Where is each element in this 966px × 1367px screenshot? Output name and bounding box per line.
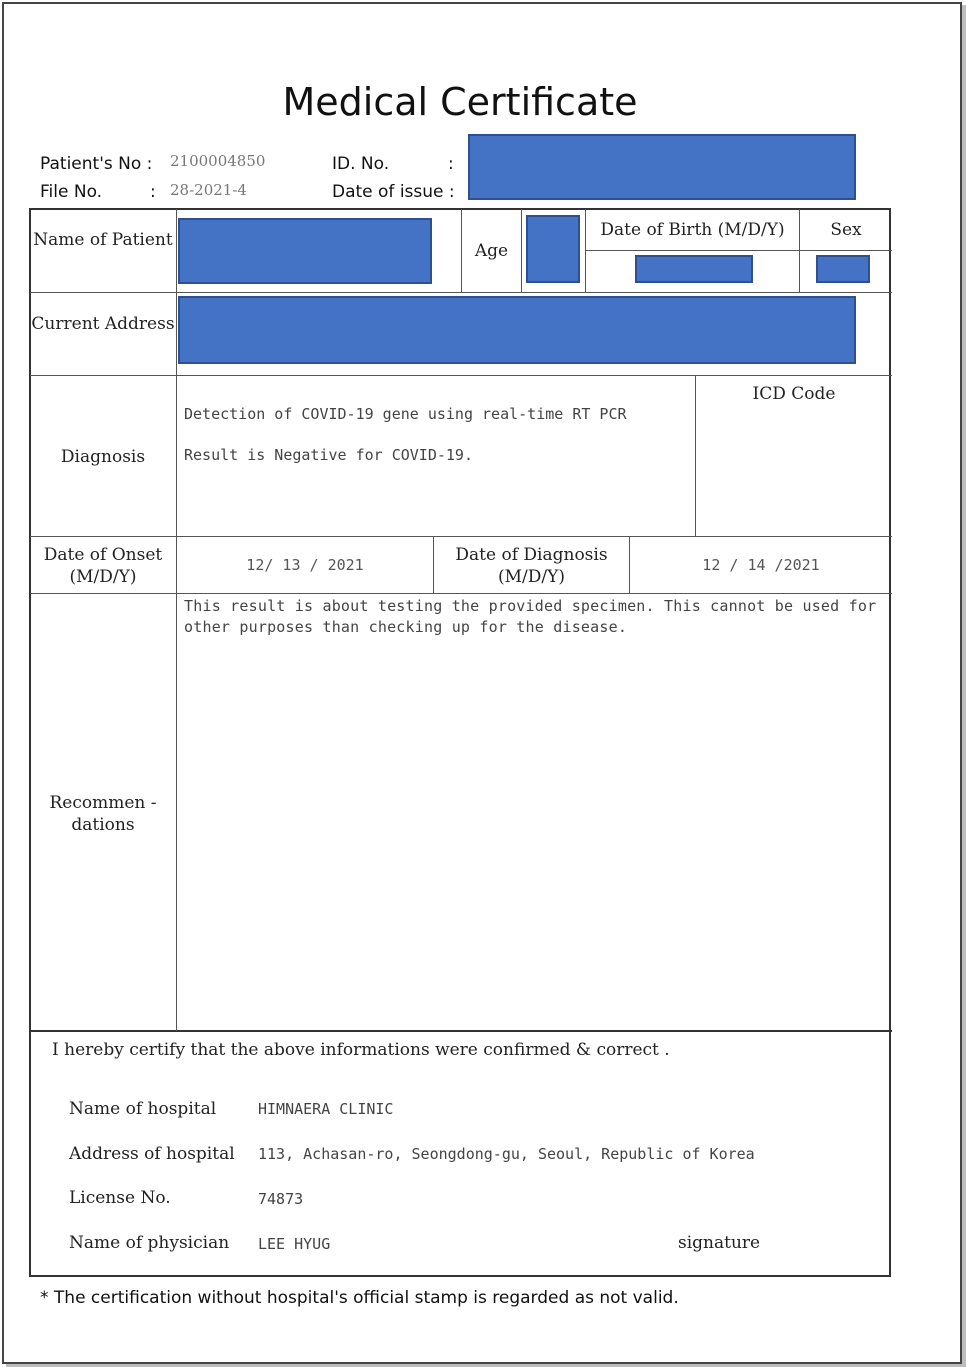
row-divider	[30, 375, 892, 376]
recommendations-label: Recommen - dations	[49, 793, 157, 835]
hospital-address-label: Address of hospital	[69, 1144, 235, 1164]
license-no-value: 74873	[258, 1190, 304, 1208]
row-divider	[30, 593, 892, 594]
license-no-label: License No.	[69, 1188, 171, 1208]
redaction-age	[526, 215, 580, 283]
label-column-divider	[176, 209, 177, 1031]
hospital-name-value: HIMNAERA CLINIC	[258, 1100, 394, 1118]
patient-no-label: Patient's No :	[40, 154, 153, 174]
recommendations-text: This result is about testing the provided specimen. This cannot be used for other purposes than checking up for the disease.	[184, 597, 877, 636]
diagnosis-line-2: Result is Negative for COVID-19.	[184, 446, 473, 464]
redaction-sex	[816, 255, 870, 283]
date-of-issue-label: Date of issue :	[332, 182, 455, 202]
dob-sex-divider	[586, 250, 892, 251]
physician-name-value: LEE HYUG	[258, 1235, 331, 1253]
document-title: Medical Certificate	[282, 80, 638, 124]
date-of-onset-value: 12/ 13 / 2021	[246, 556, 364, 574]
date-of-diagnosis-label: Date of Diagnosis (M/D/Y)	[455, 545, 608, 587]
file-no-colon: :	[150, 182, 156, 202]
sex-label: Sex	[830, 220, 862, 240]
id-no-label: ID. No.	[332, 154, 390, 174]
patient-no-value: 2100004850	[170, 152, 266, 170]
row-divider	[30, 1030, 892, 1032]
diagnosis-label: Diagnosis	[60, 447, 146, 467]
redaction-dob	[635, 255, 753, 283]
certify-statement: I hereby certify that the above informations were confirmed & correct .	[52, 1040, 670, 1060]
redaction-address	[178, 296, 856, 364]
hospital-name-label: Name of hospital	[69, 1099, 217, 1119]
dob-label: Date of Birth (M/D/Y)	[600, 220, 785, 240]
redaction-patient-name	[178, 218, 432, 284]
age-label: Age	[474, 241, 509, 261]
icd-code-label: ICD Code	[752, 384, 836, 404]
name-of-patient-label: Name of Patient	[33, 230, 173, 250]
physician-name-label: Name of physician	[69, 1233, 230, 1253]
current-address-label: Current Address	[31, 314, 175, 334]
file-no-value: 28-2021-4	[170, 181, 247, 199]
col-divider	[521, 209, 522, 292]
diagnosis-line-1: Detection of COVID-19 gene using real-time RT PCR	[184, 405, 627, 423]
hospital-address-value: 113, Achasan-ro, Seongdong-gu, Seoul, Republic of Korea	[258, 1145, 755, 1163]
footer-note: * The certification without hospital's official stamp is regarded as not valid.	[40, 1288, 679, 1308]
file-no-label: File No.	[40, 182, 103, 202]
date-of-onset-label: Date of Onset (M/D/Y)	[43, 545, 163, 587]
redaction-id-date	[468, 134, 856, 200]
signature-label: signature	[678, 1233, 761, 1253]
row-divider	[30, 536, 892, 537]
id-no-colon: :	[448, 154, 454, 174]
row-divider	[30, 292, 892, 293]
date-of-diagnosis-value: 12 / 14 /2021	[702, 556, 820, 574]
